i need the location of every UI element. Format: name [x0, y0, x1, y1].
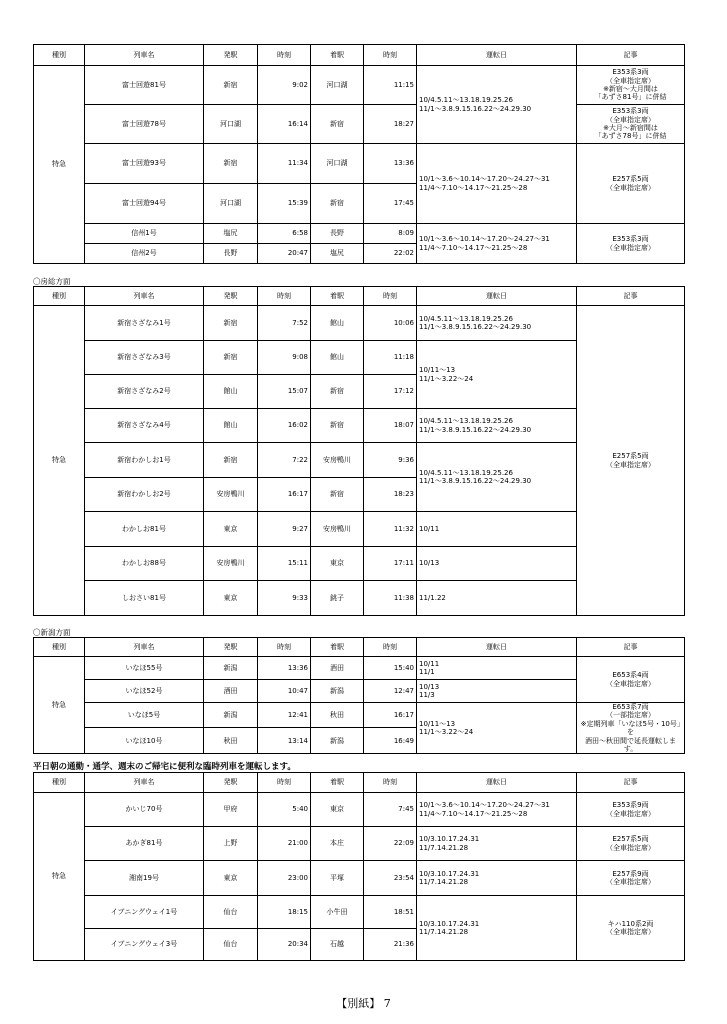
dep-time: 7:22: [258, 443, 311, 478]
arr-station: 平塚: [311, 861, 364, 896]
header-arr-time: 時刻: [364, 287, 417, 306]
dep-time: 11:34: [258, 144, 311, 184]
dep-station: 新潟: [204, 703, 258, 728]
header-arr-time: 時刻: [364, 638, 417, 657]
arr-time: 17:12: [364, 375, 417, 409]
header-train: 列車名: [85, 287, 204, 306]
arr-station: 酒田: [311, 657, 364, 680]
header-dep-time: 時刻: [258, 287, 311, 306]
dep-station: 秋田: [204, 728, 258, 754]
notes-cell: E353系3両 （全車指定席） ※大月～新宿間は 「あずさ78号」に併結: [577, 105, 685, 144]
dep-station: 新宿: [204, 66, 258, 105]
arr-station: 塩尻: [311, 244, 364, 264]
header-dates: 運転日: [417, 287, 577, 306]
run-dates: 10/3.10.17.24.31 11/7.14.21.28: [417, 896, 577, 961]
train-name: かいじ70号: [85, 793, 204, 827]
header-notes: 記事: [577, 773, 685, 793]
arr-time: 23:54: [364, 861, 417, 896]
train-name: 湘南19号: [85, 861, 204, 896]
header-arr-station: 着駅: [311, 287, 364, 306]
dep-time: 9:27: [258, 512, 311, 547]
dep-time: 18:15: [258, 896, 311, 929]
arr-time: 16:17: [364, 703, 417, 728]
header-arr-station: 着駅: [311, 638, 364, 657]
run-dates: 10/4.5.11～13.18.19.25.26 11/1～3.8.9.15.16.22～24.29.30: [417, 443, 577, 512]
arr-time: 8:09: [364, 224, 417, 244]
notes-cell: キハ110系2両 （全車指定席）: [577, 896, 685, 961]
arr-time: 15:40: [364, 657, 417, 680]
dep-station: 東京: [204, 581, 258, 616]
arr-station: 新宿: [311, 105, 364, 144]
header-arr-time: 時刻: [364, 773, 417, 793]
header-type: 種別: [34, 45, 85, 66]
dep-station: 酒田: [204, 680, 258, 703]
notes-cell: E353系9両 （全車指定席）: [577, 793, 685, 827]
arr-station: 館山: [311, 306, 364, 341]
header-train: 列車名: [85, 638, 204, 657]
dep-time: 13:36: [258, 657, 311, 680]
category-cell: 特急: [34, 66, 85, 264]
notes-cell: E353系3両 （全車指定席） ※新宿～大月間は 「あずさ81号」に併結: [577, 66, 685, 105]
header-train: 列車名: [85, 45, 204, 66]
header-dep-time: 時刻: [258, 638, 311, 657]
notes-cell: E653系7両 （一部指定席） ※定期列車「いなほ5号・10号」を 酒田～秋田間で延長運転します。: [577, 703, 685, 754]
run-dates: 10/11 11/1: [417, 657, 577, 680]
train-name: あかぎ81号: [85, 827, 204, 861]
arr-time: 21:36: [364, 929, 417, 961]
dep-station: 館山: [204, 375, 258, 409]
dep-station: 長野: [204, 244, 258, 264]
train-name: 信州2号: [85, 244, 204, 264]
dep-station: 安房鴨川: [204, 547, 258, 581]
train-name: いなほ55号: [85, 657, 204, 680]
arr-time: 11:38: [364, 581, 417, 616]
run-dates: 10/4.5.11～13.18.19.25.26 11/1～3.8.9.15.16.22～24.29.30: [417, 306, 577, 341]
run-dates: 10/13: [417, 547, 577, 581]
dep-time: 15:39: [258, 184, 311, 224]
arr-time: 11:15: [364, 66, 417, 105]
arr-time: 18:27: [364, 105, 417, 144]
section-title-boso: 〇房総方面: [33, 277, 71, 286]
timetable-commuter: [33, 772, 685, 961]
dep-time: 20:34: [258, 929, 311, 961]
train-name: 新宿さざなみ1号: [85, 306, 204, 341]
dep-station: 新宿: [204, 341, 258, 375]
notes-cell: E257系5両 （全車指定席）: [577, 827, 685, 861]
arr-station: 新宿: [311, 375, 364, 409]
header-arr-station: 着駅: [311, 773, 364, 793]
dep-time: 21:00: [258, 827, 311, 861]
table-row: [34, 896, 685, 929]
arr-time: 9:36: [364, 443, 417, 478]
run-dates: 10/3.10.17.24.31 11/7.14.21.28: [417, 861, 577, 896]
arr-station: 新宿: [311, 478, 364, 512]
dep-time: 15:11: [258, 547, 311, 581]
train-name: イブニングウェイ3号: [85, 929, 204, 961]
train-name: 富士回遊78号: [85, 105, 204, 144]
category-cell: 特急: [34, 793, 85, 961]
run-dates: 10/11～13 11/1～3.22～24: [417, 703, 577, 754]
run-dates: 10/1～3.6～10.14～17.20～24.27～31 11/4～7.10～14.17～21.25～28: [417, 224, 577, 264]
header-dep-station: 発駅: [204, 287, 258, 306]
train-name: イブニングウェイ1号: [85, 896, 204, 929]
table-row: [34, 657, 685, 680]
dep-time: 9:08: [258, 341, 311, 375]
category-cell: 特急: [34, 306, 85, 616]
arr-time: 18:51: [364, 896, 417, 929]
arr-station: 東京: [311, 793, 364, 827]
notes-cell: E257系5両 （全車指定席）: [577, 144, 685, 224]
notes-cell: E353系3両 （全車指定席）: [577, 224, 685, 264]
header-dep-time: 時刻: [258, 45, 311, 66]
dep-station: 仙台: [204, 929, 258, 961]
notes-cell: E257系9両 （全車指定席）: [577, 861, 685, 896]
notes-cell: E653系4両 （全車指定席）: [577, 657, 685, 703]
dep-time: 16:02: [258, 409, 311, 443]
table-row: [34, 306, 685, 341]
dep-time: 9:33: [258, 581, 311, 616]
dep-station: 東京: [204, 861, 258, 896]
arr-station: 本庄: [311, 827, 364, 861]
arr-time: 18:07: [364, 409, 417, 443]
arr-time: 11:32: [364, 512, 417, 547]
dep-time: 16:14: [258, 105, 311, 144]
arr-time: 17:11: [364, 547, 417, 581]
arr-time: 12:47: [364, 680, 417, 703]
arr-station: 小牛田: [311, 896, 364, 929]
header-dates: 運転日: [417, 638, 577, 657]
run-dates: 10/3.10.17.24.31 11/7.14.21.28: [417, 827, 577, 861]
notes-cell: E257系5両 （全車指定席）: [577, 306, 685, 616]
train-name: わかしお88号: [85, 547, 204, 581]
dep-station: 新宿: [204, 443, 258, 478]
header-dep-station: 発駅: [204, 45, 258, 66]
dep-time: 23:00: [258, 861, 311, 896]
arr-station: 河口湖: [311, 66, 364, 105]
run-dates: 11/1.22: [417, 581, 577, 616]
dep-time: 12:41: [258, 703, 311, 728]
header-dates: 運転日: [417, 45, 577, 66]
run-dates: 10/11: [417, 512, 577, 547]
header-dep-station: 発駅: [204, 638, 258, 657]
header-type: 種別: [34, 638, 85, 657]
arr-time: 17:45: [364, 184, 417, 224]
arr-station: 河口湖: [311, 144, 364, 184]
header-row: [34, 773, 685, 793]
train-name: 新宿さざなみ3号: [85, 341, 204, 375]
dep-time: 6:58: [258, 224, 311, 244]
header-notes: 記事: [577, 638, 685, 657]
table-row: [34, 66, 685, 105]
table-row: [34, 703, 685, 728]
run-dates: 10/1～3.6～10.14～17.20～24.27～31 11/4～7.10～14.17～21.25～28: [417, 144, 577, 224]
page-footer: 【別紙】 7: [336, 997, 391, 1010]
header-dep-time: 時刻: [258, 773, 311, 793]
header-train: 列車名: [85, 773, 204, 793]
train-name: 富士回遊94号: [85, 184, 204, 224]
header-row: [34, 638, 685, 657]
header-row: [34, 287, 685, 306]
header-type: 種別: [34, 287, 85, 306]
train-name: いなほ52号: [85, 680, 204, 703]
table-row: [34, 793, 685, 827]
arr-time: 16:49: [364, 728, 417, 754]
dep-station: 安房鴨川: [204, 478, 258, 512]
arr-station: 東京: [311, 547, 364, 581]
train-name: 富士回遊81号: [85, 66, 204, 105]
arr-station: 安房鴨川: [311, 443, 364, 478]
dep-station: 東京: [204, 512, 258, 547]
timetable-niigata: [33, 637, 685, 754]
arr-station: 銚子: [311, 581, 364, 616]
dep-time: 20:47: [258, 244, 311, 264]
category-cell: 特急: [34, 657, 85, 754]
arr-time: 11:18: [364, 341, 417, 375]
train-name: 新宿わかしお1号: [85, 443, 204, 478]
table-row: [34, 144, 685, 184]
header-dates: 運転日: [417, 773, 577, 793]
dep-station: 甲府: [204, 793, 258, 827]
arr-station: 秋田: [311, 703, 364, 728]
run-dates: 10/11～13 11/1～3.22～24: [417, 341, 577, 409]
dep-station: 塩尻: [204, 224, 258, 244]
table-row: [34, 827, 685, 861]
arr-time: 13:36: [364, 144, 417, 184]
arr-station: 新潟: [311, 728, 364, 754]
arr-station: 新宿: [311, 409, 364, 443]
dep-time: 9:02: [258, 66, 311, 105]
dep-station: 河口湖: [204, 184, 258, 224]
dep-time: 5:40: [258, 793, 311, 827]
train-name: 新宿わかしお2号: [85, 478, 204, 512]
arr-time: 22:02: [364, 244, 417, 264]
run-dates: 10/4.5.11～13.18.19.25.26 11/1～3.8.9.15.16.22～24.29.30: [417, 66, 577, 144]
table-row: [34, 861, 685, 896]
dep-station: 仙台: [204, 896, 258, 929]
dep-time: 16:17: [258, 478, 311, 512]
run-dates: 10/4.5.11～13.18.19.25.26 11/1～3.8.9.15.16.22～24.29.30: [417, 409, 577, 443]
dep-time: 15:07: [258, 375, 311, 409]
dep-station: 新宿: [204, 144, 258, 184]
header-row: [34, 45, 685, 66]
section-title-niigata: 〇新潟方面: [33, 628, 71, 637]
timetable-chuo: [33, 44, 685, 264]
dep-station: 新潟: [204, 657, 258, 680]
arr-time: 18:23: [364, 478, 417, 512]
run-dates: 10/1～3.6～10.14～17.20～24.27～31 11/4～7.10～14.17～21.25～28: [417, 793, 577, 827]
table-row: [34, 105, 685, 144]
train-name: 新宿さざなみ2号: [85, 375, 204, 409]
dep-station: 館山: [204, 409, 258, 443]
arr-station: 新宿: [311, 184, 364, 224]
train-name: いなほ5号: [85, 703, 204, 728]
train-name: 信州1号: [85, 224, 204, 244]
arr-station: 新潟: [311, 680, 364, 703]
run-dates: 10/13 11/3: [417, 680, 577, 703]
dep-time: 7:52: [258, 306, 311, 341]
arr-station: 長野: [311, 224, 364, 244]
train-name: わかしお81号: [85, 512, 204, 547]
dep-station: 新宿: [204, 306, 258, 341]
arr-time: 7:45: [364, 793, 417, 827]
arr-station: 安房鴨川: [311, 512, 364, 547]
header-notes: 記事: [577, 287, 685, 306]
header-notes: 記事: [577, 45, 685, 66]
arr-time: 22:09: [364, 827, 417, 861]
table-row: [34, 224, 685, 244]
arr-station: 石越: [311, 929, 364, 961]
dep-time: 10:47: [258, 680, 311, 703]
dep-station: 河口湖: [204, 105, 258, 144]
train-name: いなほ10号: [85, 728, 204, 754]
notice-text: 平日朝の通勤・通学、週末のご帰宅に便利な臨時列車を運転します。: [33, 762, 296, 772]
train-name: しおさい81号: [85, 581, 204, 616]
header-dep-station: 発駅: [204, 773, 258, 793]
dep-station: 上野: [204, 827, 258, 861]
header-arr-time: 時刻: [364, 45, 417, 66]
train-name: 富士回遊93号: [85, 144, 204, 184]
arr-station: 館山: [311, 341, 364, 375]
timetable-boso: [33, 286, 685, 616]
header-type: 種別: [34, 773, 85, 793]
arr-time: 10:06: [364, 306, 417, 341]
header-arr-station: 着駅: [311, 45, 364, 66]
train-name: 新宿さざなみ4号: [85, 409, 204, 443]
dep-time: 13:14: [258, 728, 311, 754]
